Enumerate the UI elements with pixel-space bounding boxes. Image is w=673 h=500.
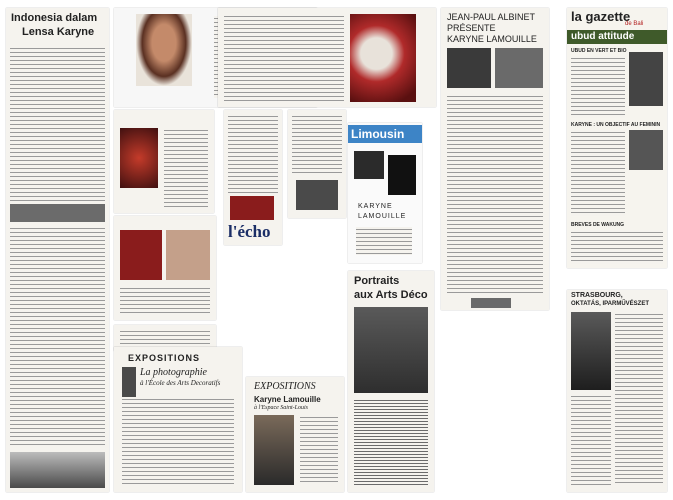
clip-portraits-arts-deco (348, 271, 434, 492)
albinet-line-2: PRÉSENTE (447, 23, 496, 33)
article-photo (471, 298, 511, 308)
clip-spread-red-photo (218, 8, 436, 107)
article-photo (629, 130, 663, 170)
expositions-title-2: à l'École des Arts Decoratifs (140, 379, 221, 387)
article-text-block (164, 128, 208, 208)
expositions-title-1: La photographie (140, 367, 207, 378)
clip-jean-paul-albinet (441, 8, 549, 310)
strasbourg-line-1: STRASBOURG, (571, 292, 623, 299)
portraits-line-1: Portraits (354, 275, 400, 287)
mouth-photo (136, 14, 192, 86)
article-photo (447, 48, 491, 88)
gazette-sub: de Bali (625, 21, 644, 27)
article-text-block (228, 114, 278, 194)
article-text-block (120, 286, 210, 314)
article-photo (354, 151, 384, 179)
clip-indonesia-title-1: Indonesia dalam (11, 12, 98, 24)
clip-strasbourg-article (567, 290, 667, 492)
gazette-heading-2: KARYNE : UN OBJECTIF AU FEMININ (571, 122, 661, 128)
article-text-block (10, 226, 105, 446)
expositions2-name: Karyne Lamouille (254, 395, 321, 404)
clip-indonesia-article (6, 8, 109, 492)
portrait-photo (354, 307, 428, 393)
expositions-heading: EXPOSITIONS (128, 353, 201, 363)
strasbourg-line-2: OKTATÁS, IPARMŰVÉSZET (571, 301, 649, 307)
article-text-block (571, 230, 663, 264)
clip-limousin (348, 123, 422, 263)
clip-spread-reds (114, 110, 214, 213)
article-photo (120, 230, 162, 280)
article-text-block (122, 397, 234, 485)
article-text-block (571, 394, 611, 486)
clip-gazette-de-bali (567, 8, 667, 268)
gazette-section: ubud attitude (567, 30, 667, 44)
article-photo (495, 48, 543, 88)
limousin-title: Limousin (348, 125, 422, 143)
red-photo (350, 14, 416, 102)
portraits-line-2: aux Arts Déco (354, 289, 428, 301)
article-text-block (356, 227, 412, 255)
limousin-name-1: KARYNE (358, 203, 393, 210)
albinet-line-3: KARYNE LAMOUILLE (447, 34, 537, 44)
clip-expositions-saint-louis (246, 377, 344, 492)
article-photo (10, 204, 105, 222)
article-text-block (447, 94, 543, 294)
clip-red-photos (114, 216, 216, 320)
echo-title: l'écho (228, 222, 271, 241)
article-text-block (354, 399, 428, 485)
gazette-masthead: la gazette (571, 9, 631, 24)
spread-heading (122, 116, 124, 124)
article-photo (166, 230, 210, 280)
article-photo (10, 452, 105, 488)
clip-expositions-decoratifs (114, 347, 242, 492)
article-photo (629, 52, 663, 106)
article-text-block (300, 415, 338, 485)
article-photo (254, 415, 294, 485)
expositions2-sub: à l'Espace Saint-Louis (254, 405, 308, 411)
article-text-block (10, 46, 105, 201)
article-photo (571, 312, 611, 390)
article-photo (230, 196, 274, 220)
article-text-block (571, 130, 625, 216)
clip-spread-text (288, 110, 346, 218)
article-text-block (615, 312, 663, 486)
article-text-block (224, 14, 344, 102)
article-photo (296, 180, 338, 210)
article-photo (120, 128, 158, 188)
article-text-block (292, 114, 342, 174)
gazette-heading-3: BREVES DE WAKUNG (571, 222, 625, 228)
albinet-line-1: JEAN-PAUL ALBINET (447, 12, 536, 22)
red-heading (120, 220, 122, 229)
expositions2-heading: EXPOSITIONS (254, 381, 316, 392)
clip-spread-echo (224, 110, 282, 245)
article-text-block (120, 329, 210, 347)
clip-indonesia-title-2: Lensa Karyne (22, 26, 95, 38)
gazette-heading-1: UBUD EN VERT ET BIO (571, 48, 627, 54)
limousin-name-2: LAMOUILLE (358, 213, 407, 220)
article-text-block (571, 56, 625, 118)
article-photo (388, 155, 416, 195)
